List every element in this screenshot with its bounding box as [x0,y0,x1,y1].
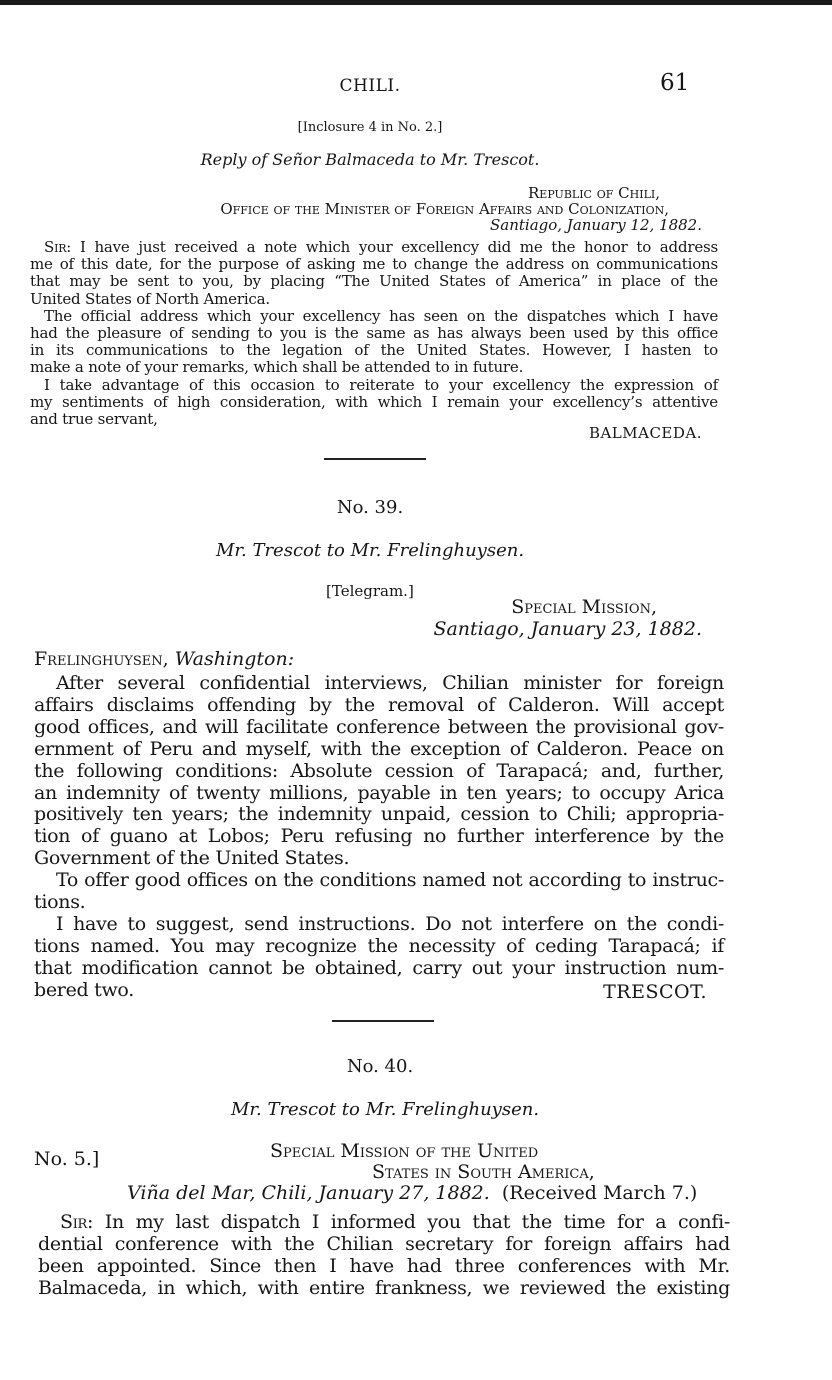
address-date: Santiago, January 12, 1882. [489,216,702,234]
mission-line-1: Special Mission of the United [270,1140,539,1162]
text-line: make a note of your remarks, which shall be attended to in future. [30,358,524,377]
text-line: an indemnity of twenty millions, payable in ten years; to occupy Arica [34,781,724,804]
text-line: tions named. You may recognize the necessity of ceding Tarapacá; if [34,934,724,957]
text-line: my sentiments of high consideration, with which I remain your excellency’s attentive [30,392,718,411]
page-number: 61 [660,70,690,96]
address-office: Office of the Minister of Foreign Affairs and Colonization, [220,200,669,218]
text-line: bered two. [34,978,134,1001]
text-line: in its communications to the legation of the United States. However, I hasten to [30,341,718,360]
section-divider [324,458,426,460]
address-republic: Republic of Chili, [528,184,660,202]
document-number-39: No. 39. [336,497,404,518]
running-head: CHILI. [339,76,401,96]
signature-trescot: TRESCOT. [603,981,707,1003]
text-line: To offer good offices on the conditions named not according to instruc- [56,869,724,892]
telegram-salutation [34,648,294,670]
dispatch-title: Mr. Trescot to Mr. Frelinghuysen. [230,1099,540,1120]
salutation-sir: Sir: [60,1211,94,1233]
page-top-border [0,0,832,5]
text-line: I take advantage of this occasion to reiterate to your excellency the expression of [44,375,718,394]
text-line: that modification cannot be obtained, carry out your instruction num- [34,956,724,979]
text-line: that may be sent to you, by placing “The United States of America” in place of the [30,272,718,291]
telegram-label: [Telegram.] [326,582,414,600]
text-line: positively ten years; the indemnity unpaid, cession to Chili; appropria- [34,803,724,826]
inclosure-note: [Inclosure 4 in No. 2.] [297,120,443,135]
document-number-40: No. 40. [346,1056,414,1077]
salutation-name: Frelinghuysen, [34,648,169,670]
text-line: ernment of Peru and myself, with the exception of Calderon. Peace on [34,737,724,760]
text-line: and true servant, [30,410,158,428]
text-line: good offices, and will facilitate conference between the provisional gov- [34,715,724,738]
salutation-place: Washington: [174,648,295,670]
text-line: Balmaceda, in which, with entire frankness, we reviewed the existing [38,1276,730,1299]
salutation-sir: Sir: [44,238,72,256]
mission-line-2: States in South America, [372,1161,595,1183]
text-line: United States of North America. [30,289,270,308]
text-line: dential conference with the Chilian secretary for foreign affairs had [38,1232,730,1255]
text-line: Government of the United States. [34,847,350,870]
telegram-title: Mr. Trescot to Mr. Frelinghuysen. [215,540,525,561]
text-line: had the pleasure of sending to you is the same as has always been used by this office [30,324,718,342]
text-line: the following conditions: Absolute cession of Tarapacá; and, further, [34,759,724,782]
text-line: The official address which your excellency has seen on the dispatches which I have [44,306,718,325]
text-line: I have to suggest, send instructions. Do not interfere on the condi- [56,912,724,935]
telegram-date: Santiago, January 23, 1882. [433,618,702,640]
dispatch-date: January 27, 1882. [318,1182,490,1204]
special-mission-label: Special Mission, [511,596,657,618]
text-line: Sir: In my last dispatch I informed you that the time for a confi- [60,1211,730,1233]
signature-balmaceda: BALMACEDA. [588,424,702,442]
text-line: tions. [34,891,86,913]
text-line: affairs disclaims offending by the removal of Calderon. Will accept [34,693,724,716]
dispatch-dateline [127,1182,697,1204]
text-line: tion of guano at Lobos; Peru refusing no further interference by the [34,825,724,848]
dispatch-place: Viña del Mar, Chili, [127,1182,313,1204]
text-line: After several confidential interviews, Chilian minister for foreign [56,672,724,694]
dispatch-number: No. 5.] [34,1148,100,1170]
text-line: Sir: I have just received a note which your excellency did me the honor to address [44,238,718,256]
section-divider [332,1020,434,1022]
text-line: me of this date, for the purpose of asking me to change the address on communications [30,255,718,274]
letter-title: Reply of Señor Balmaceda to Mr. Trescot. [200,150,540,169]
received-note: (Received March 7.) [501,1182,698,1204]
text-line: been appointed. Since then I have had three conferences with Mr. [38,1254,730,1277]
